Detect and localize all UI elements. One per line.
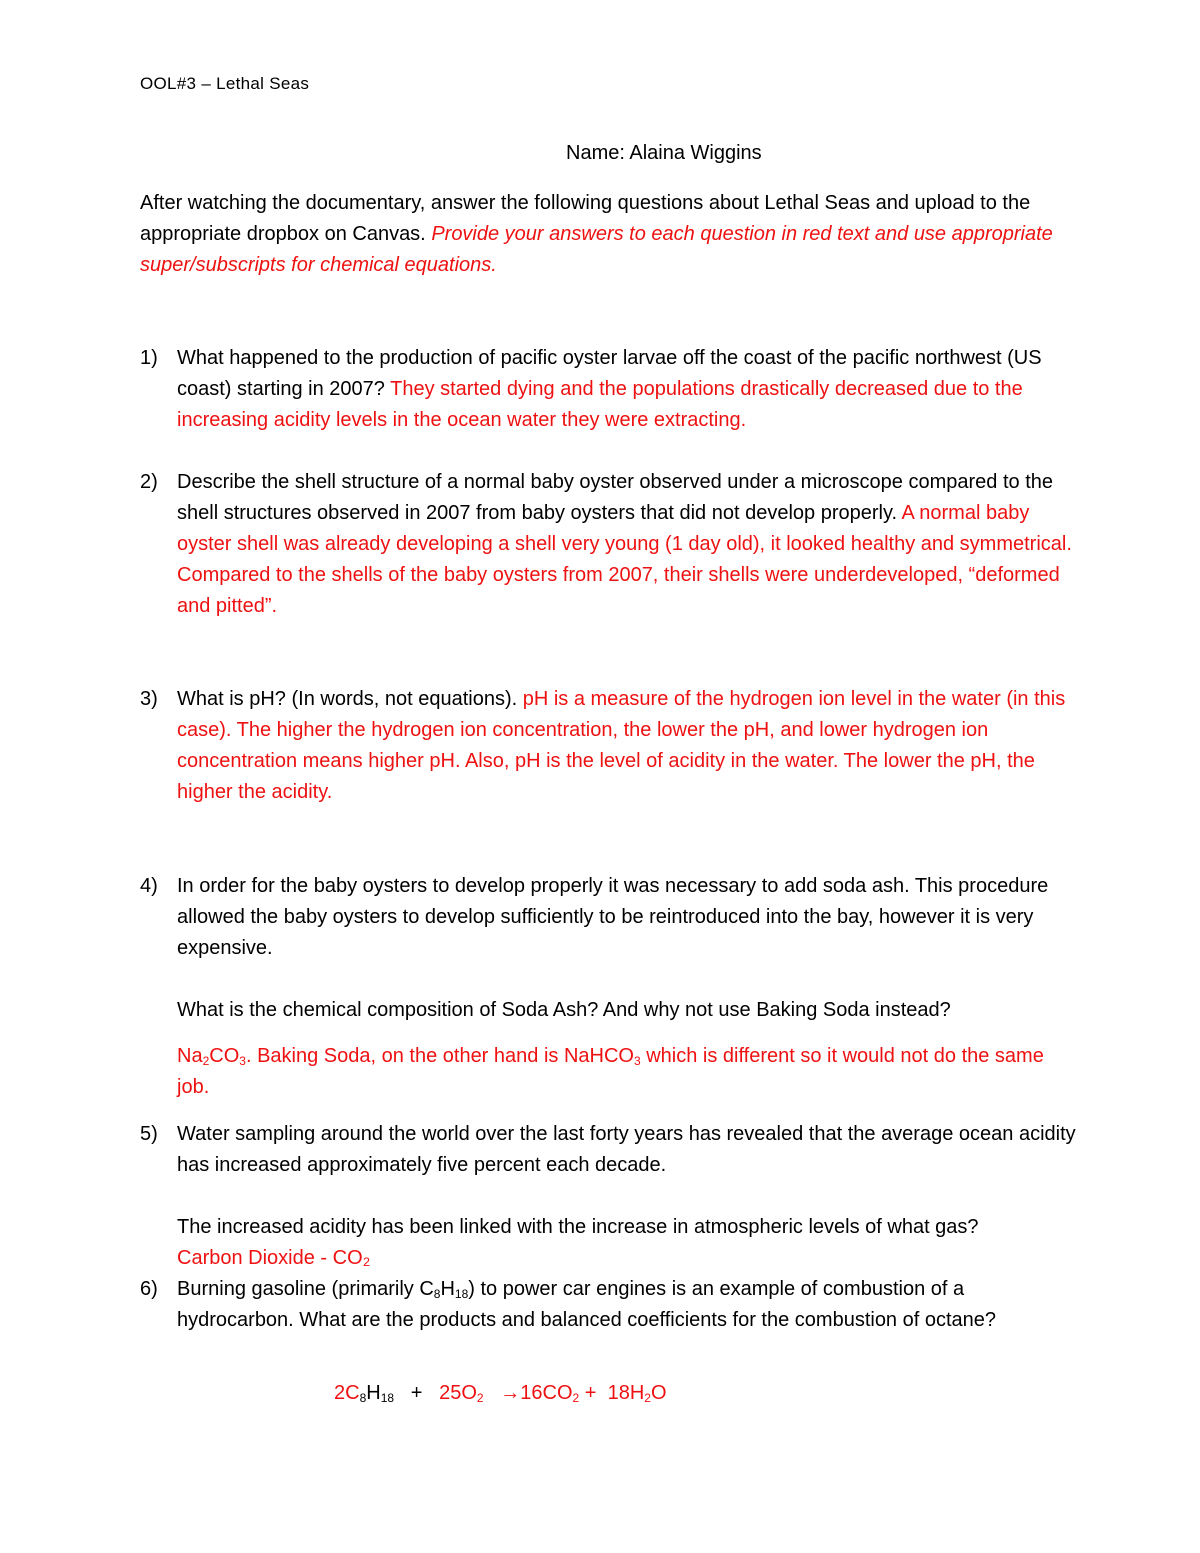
question-2 bbox=[140, 467, 1080, 622]
question-5 bbox=[140, 1119, 1080, 1274]
student-name: Name: Alaina Wiggins bbox=[566, 142, 762, 164]
question-body bbox=[177, 684, 1077, 808]
equation-term: 2C bbox=[334, 1382, 360, 1404]
answer-text bbox=[177, 1041, 1077, 1103]
question-text: Describe the shell structure of a normal baby oyster observed under a microscope compared to the shell structures observed in 2007 from baby oysters that did not develop properly. bbox=[177, 471, 1053, 524]
question-number: 5) bbox=[140, 1123, 158, 1145]
instructions-text: After watching the documentary, answer the following questions about Lethal Seas and upload to the appropriate dropbox on Canvas. bbox=[140, 192, 1031, 245]
question-segment: ) to power car engines is an example of combustion of a hydrocarbon. What are the products and balanced coefficients for the combustion of octane? bbox=[177, 1278, 997, 1331]
subscript: 2 bbox=[202, 1054, 210, 1068]
answer-text: A normal baby oyster shell was already developing a shell very young (1 day old), it looked healthy and symmetrical. Compared to the shells of the baby oysters from 2007, their shells were underdeveloped, “deformed and pitted”. bbox=[177, 502, 1072, 617]
question-text: In order for the baby oysters to develop properly it was necessary to add soda ash. This procedure allowed the baby oysters to develop sufficiently to be reintroduced into the bay, however it is very expensive. bbox=[177, 875, 1049, 959]
answer-segment: . Baking Soda, on the other hand is NaHCO bbox=[245, 1045, 634, 1067]
question-3 bbox=[140, 684, 1080, 808]
question-text: What is pH? (In words, not equations). bbox=[177, 688, 518, 710]
question-number: 1) bbox=[140, 347, 158, 369]
question-1 bbox=[140, 343, 1080, 436]
equation-arrow-term: →16CO bbox=[483, 1382, 573, 1404]
subscript: 8 bbox=[433, 1287, 441, 1301]
subscript: 18 bbox=[454, 1287, 469, 1301]
equation-term: O bbox=[650, 1382, 667, 1404]
sub-question-text: What is the chemical composition of Soda Ash? And why not use Baking Soda instead? bbox=[177, 999, 951, 1021]
question-body bbox=[177, 1119, 1077, 1274]
answer-text: Carbon Dioxide - CO₂ bbox=[177, 1247, 371, 1269]
equation-term: H bbox=[366, 1382, 381, 1404]
answer-segment: which is different so it would not do the same job. bbox=[177, 1045, 1044, 1098]
answer-text: pH is a measure of the hydrogen ion level in the water (in this case). The higher the hydrogen ion concentration, the lower the pH, and lower hydrogen ion concentration means higher pH. Also, pH is the level of acidity in the water. The lower the pH, the higher the acidity. bbox=[177, 688, 1066, 803]
subscript: 2 bbox=[572, 1391, 580, 1405]
subscript: 3 bbox=[633, 1054, 641, 1068]
question-body bbox=[177, 1274, 1077, 1336]
question-segment: Burning gasoline (primarily C bbox=[177, 1278, 434, 1300]
question-number: 4) bbox=[140, 875, 158, 897]
equation-operator: + bbox=[394, 1382, 440, 1404]
question-body bbox=[177, 343, 1077, 436]
question-body bbox=[177, 871, 1077, 1103]
subscript: 2 bbox=[476, 1391, 484, 1405]
subscript: 2 bbox=[644, 1391, 651, 1405]
subscript: 8 bbox=[359, 1391, 367, 1405]
question-text: Water sampling around the world over the last forty years has revealed that the average ocean acidity has increased approximately five percent each decade. bbox=[177, 1123, 1076, 1176]
sub-question-text: The increased acidity has been linked with the increase in atmospheric levels of what gas? bbox=[177, 1216, 979, 1238]
instructions-paragraph bbox=[140, 188, 1080, 281]
question-6 bbox=[140, 1274, 1080, 1336]
combustion-equation bbox=[334, 1382, 667, 1405]
document-header: OOL#3 – Lethal Seas bbox=[140, 74, 310, 93]
question-number: 3) bbox=[140, 688, 158, 710]
question-text: What happened to the production of pacific oyster larvae off the coast of the pacific northwest (US coast) starting in 2007? bbox=[177, 347, 1042, 400]
answer-segment: Na bbox=[177, 1045, 203, 1067]
question-body bbox=[177, 467, 1077, 622]
equation-term: 25O bbox=[439, 1382, 477, 1404]
question-number: 2) bbox=[140, 471, 158, 493]
subscript: 3 bbox=[239, 1054, 246, 1068]
equation-term: + 18H bbox=[579, 1382, 645, 1404]
question-segment: H bbox=[440, 1278, 455, 1300]
instructions-red-note: Provide your answers to each question in red text and use appropriate super/subscripts for chemical equations. bbox=[140, 223, 1053, 276]
question-number: 6) bbox=[140, 1278, 158, 1300]
answer-text: They started dying and the populations drastically decreased due to the increasing acidity levels in the ocean water they were extracting. bbox=[177, 378, 1023, 431]
question-4 bbox=[140, 871, 1080, 1103]
answer-segment: CO bbox=[209, 1045, 240, 1067]
subscript: 18 bbox=[380, 1391, 395, 1405]
